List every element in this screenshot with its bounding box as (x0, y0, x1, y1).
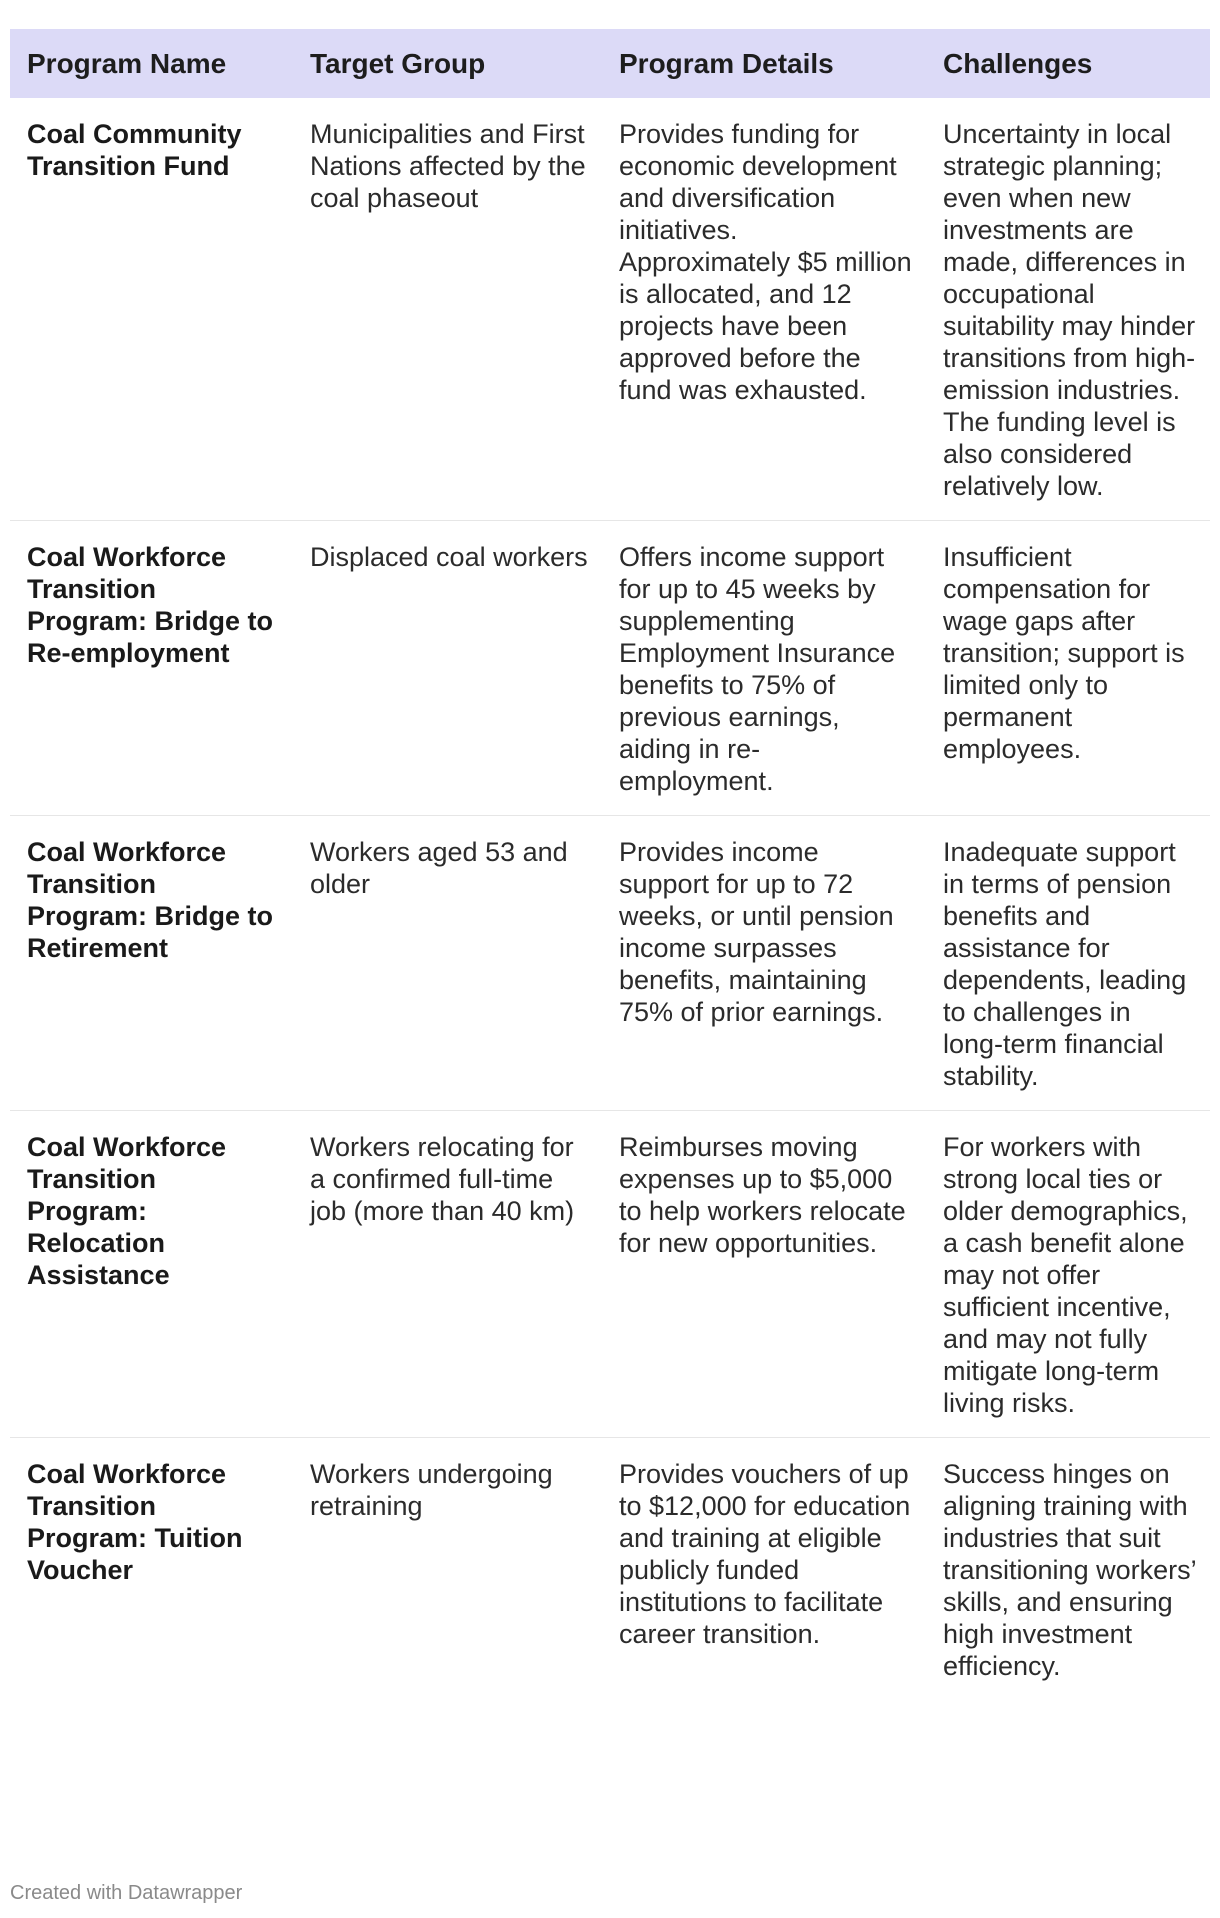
program-name-cell: Coal Workforce Transition Program: Relocation Assistance (10, 1111, 293, 1438)
program-details-cell: Provides income support for up to 72 weeks, or until pension income surpasses benefits, maintaining 75% of prior earnings. (602, 816, 926, 1111)
table-row (10, 1111, 1210, 1438)
table-row (10, 98, 1210, 521)
column-header-program-name[interactable]: Program Name (10, 29, 293, 98)
target-group-cell: Municipalities and First Nations affected by the coal phaseout (293, 98, 602, 521)
target-group-cell: Workers aged 53 and older (293, 816, 602, 1111)
program-details-cell: Provides funding for economic development and diversification initiatives. Approximately $5 million is allocated, and 12 projects have been approved before the fund was exhausted. (602, 98, 926, 521)
challenges-cell: Success hinges on aligning training with industries that suit transitioning workers’ skills, and ensuring high investment efficiency. (943, 1459, 1196, 1681)
table-header (10, 29, 1210, 98)
target-group-cell: Workers undergoing retraining (310, 1459, 553, 1521)
program-details-cell: Reimburses moving expenses up to $5,000 to help workers relocate for new opportunities. (602, 1111, 926, 1438)
header-row (10, 29, 1210, 98)
program-name-cell: Coal Community Transition Fund (10, 98, 293, 521)
datawrapper-credit[interactable]: Created with Datawrapper (10, 1882, 243, 1904)
target-group-cell: Displaced coal workers (293, 521, 602, 816)
table-body (10, 98, 1210, 1700)
data-table-container (10, 29, 1210, 1700)
challenges-cell: For workers with strong local ties or older demographics, a cash benefit alone may not offer sufficient incentive, and may not fully mitigate long-term living risks. (926, 1111, 1210, 1438)
column-header-challenges[interactable]: Challenges (926, 29, 1210, 98)
target-group-cell: Workers relocating for a confirmed full-time job (more than 40 km) (293, 1111, 602, 1438)
table-row (10, 521, 1210, 816)
program-name-cell: Coal Workforce Transition Program: Bridge to Re-employment (10, 521, 293, 816)
program-details-cell: Provides vouchers of up to $12,000 for education and training at eligible publicly funded institutions to facilitate career transition. (619, 1459, 911, 1649)
column-header-target-group[interactable]: Target Group (293, 29, 602, 98)
column-header-program-details[interactable]: Program Details (602, 29, 926, 98)
program-table (10, 29, 1210, 1700)
program-name-cell: Coal Workforce Transition Program: Tuition Voucher (27, 1459, 243, 1585)
challenges-cell: Insufficient compensation for wage gaps after transition; support is limited only to permanent employees. (926, 521, 1210, 816)
program-details-cell: Offers income support for up to 45 weeks by supplementing Employment Insurance benefits to 75% of previous earnings, aiding in re-employment. (602, 521, 926, 816)
table-row (10, 816, 1210, 1111)
table-row (10, 1438, 1210, 1701)
program-name-cell: Coal Workforce Transition Program: Bridge to Retirement (10, 816, 293, 1111)
challenges-cell: Uncertainty in local strategic planning; even when new investments are made, differences in occupational suitability may hinder transitions from high-emission industries. The funding level is also considered relatively low. (926, 98, 1210, 521)
challenges-cell: Inadequate support in terms of pension benefits and assistance for dependents, leading to challenges in long-term financial stability. (926, 816, 1210, 1111)
